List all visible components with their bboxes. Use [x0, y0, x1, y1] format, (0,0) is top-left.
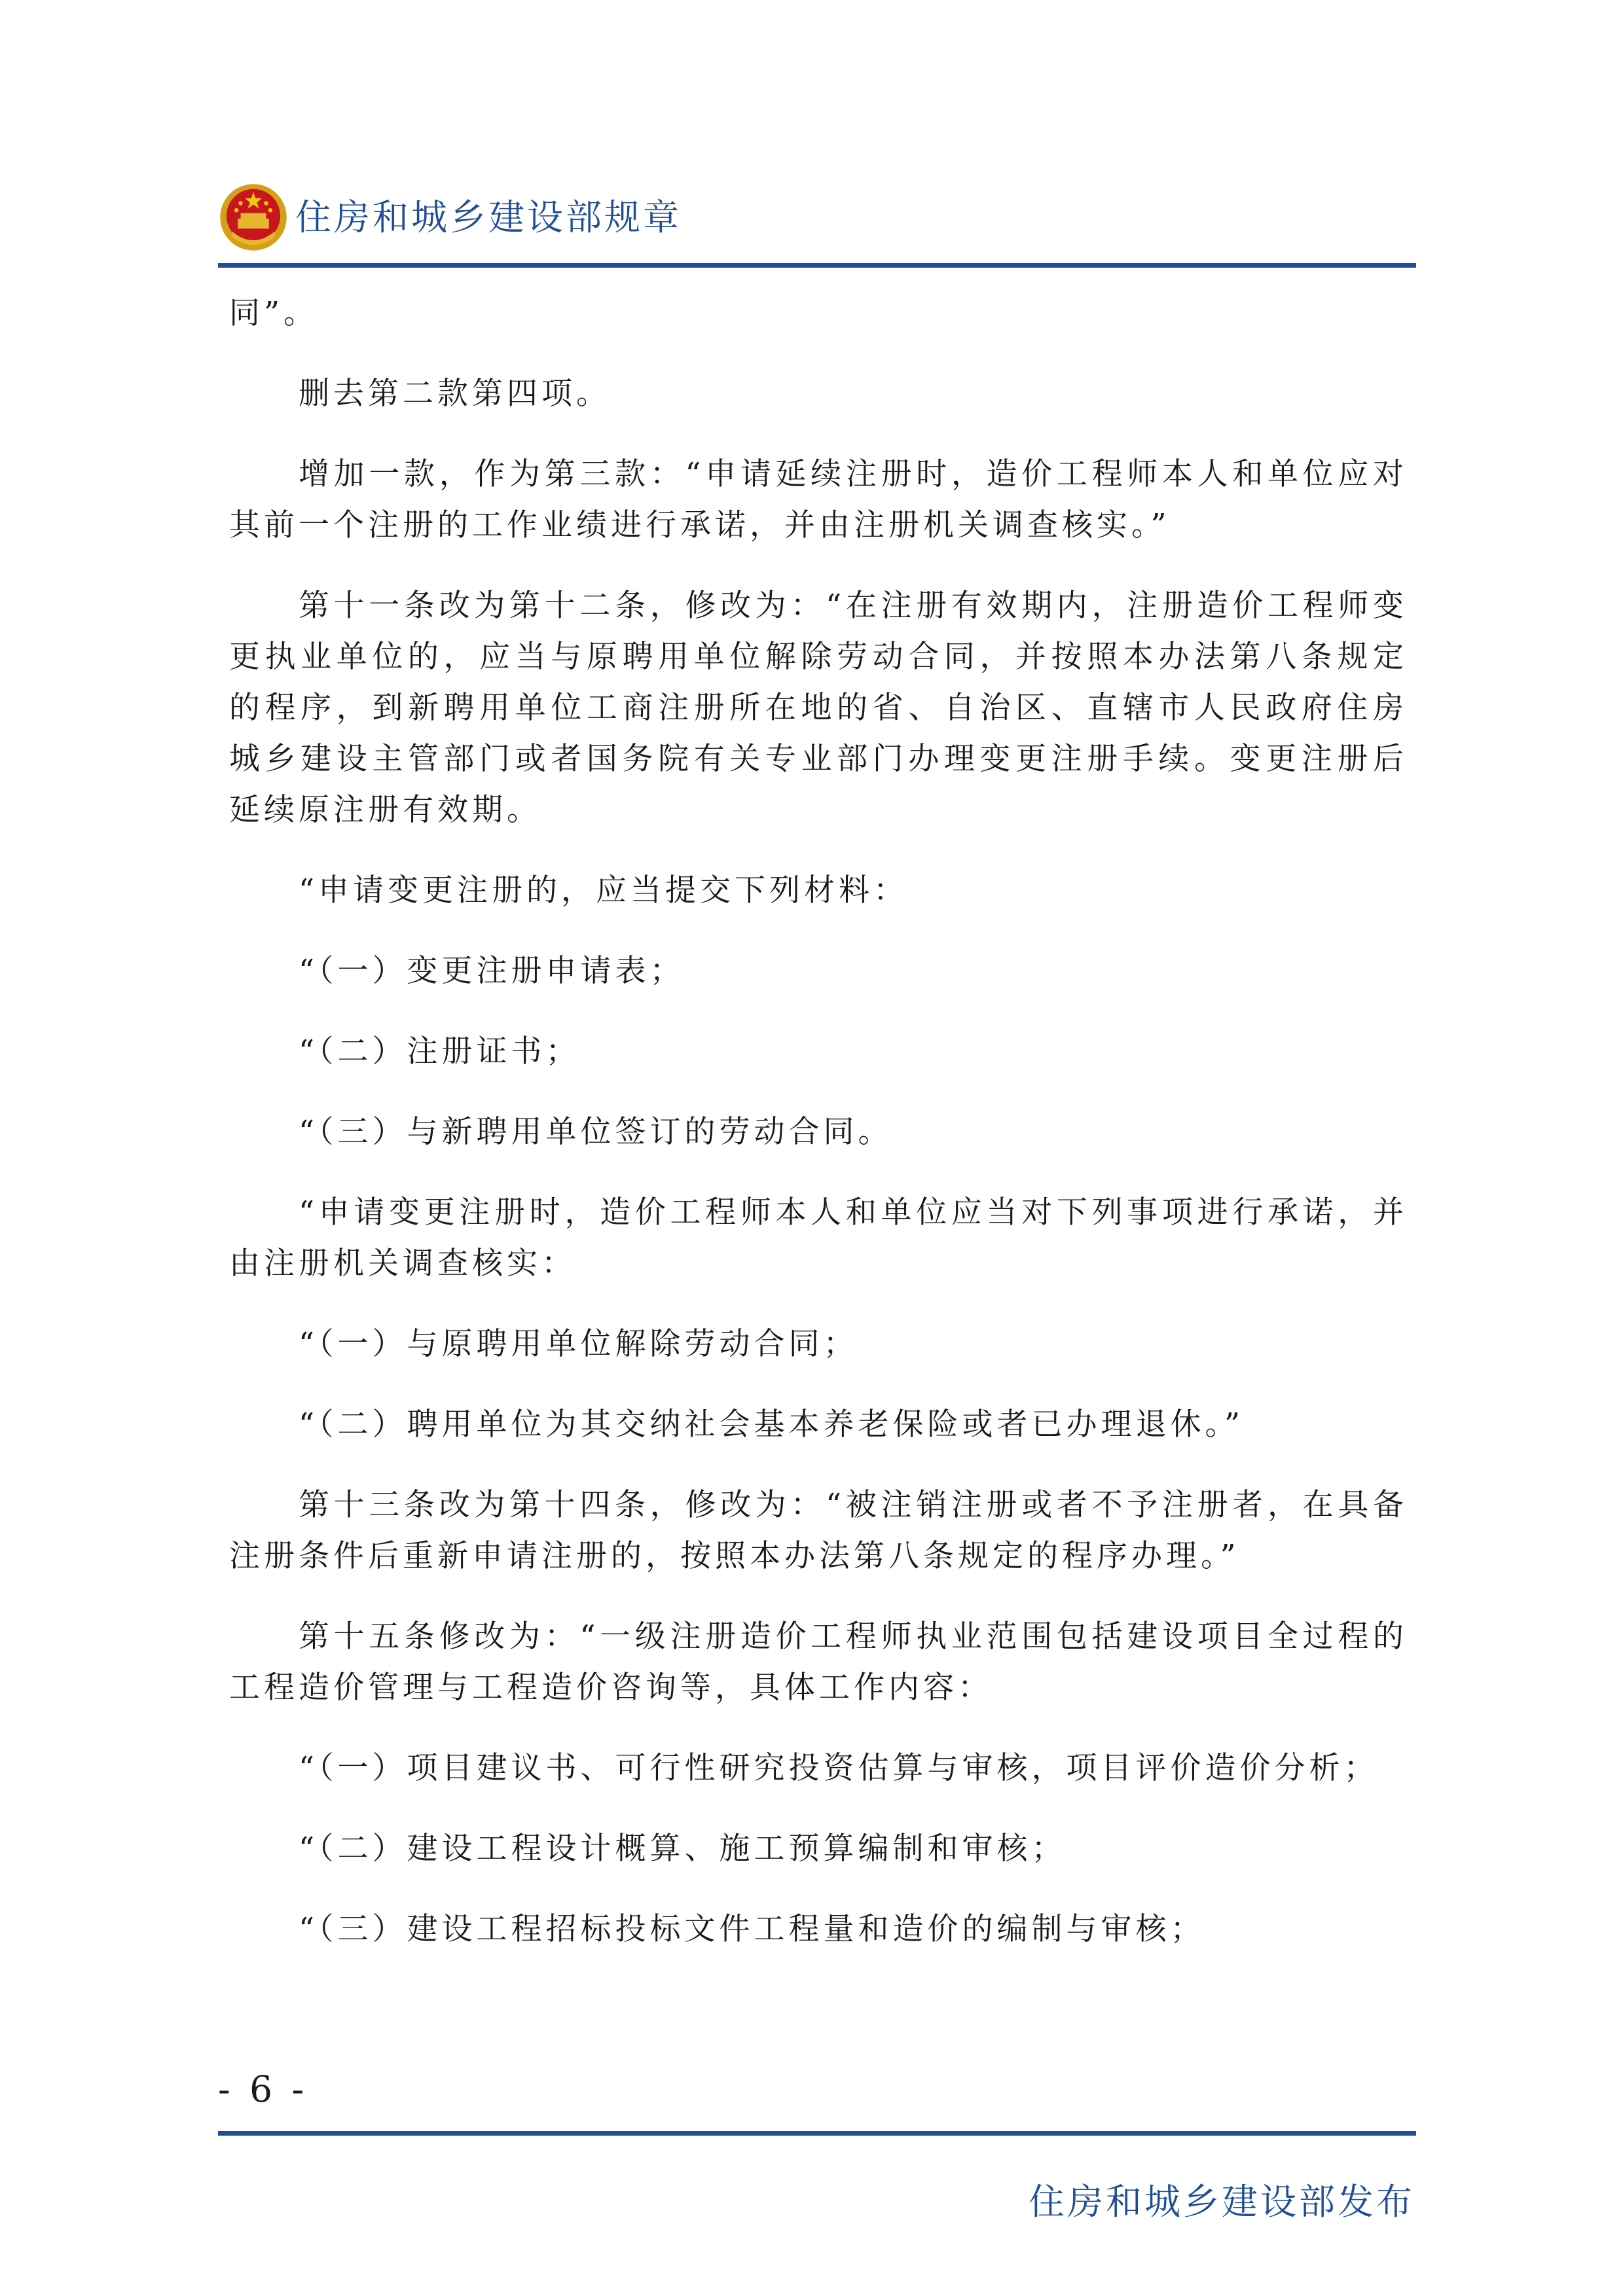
paragraph: “（一）变更注册申请表；	[299, 953, 685, 989]
page-number: - 6 -	[218, 2068, 308, 2110]
paragraph: “（二）聘用单位为其交纳社会基本养老保险或者已办理退休。”	[299, 1407, 1245, 1443]
paragraph: “（三）建设工程招标投标文件工程量和造价的编制与审核；	[299, 1911, 1205, 1947]
paragraph: 第十三条改为第十四条，修改为：“被注销注册或者不予注册者，在具备注册条件后重新申请注册的，按照本办法第八条规定的程序办理。”	[229, 1487, 1408, 1574]
paragraph: 第十一条改为第十二条，修改为：“在注册有效期内，注册造价工程师变更执业单位的，应当与原聘用单位解除劳动合同，并按照本办法第八条规定的程序，到新聘用单位工商注册所在地的省、自治区、直辖市人民政府住房城乡建设主管部门或者国务院有关专业部门办理变更注册手续。变更注册后延续原注册有效期。	[229, 588, 1408, 828]
paragraph: “（一）与原聘用单位解除劳动合同；	[299, 1326, 858, 1362]
national-emblem-icon	[218, 182, 289, 253]
paragraph: “（二）建设工程设计概算、施工预算编制和审核；	[299, 1831, 1067, 1867]
header-title: 住房和城乡建设部规章	[295, 196, 682, 238]
document-body	[229, 288, 1408, 1984]
paragraph: 增加一款，作为第三款：“申请延续注册时，造价工程师本人和单位应对其前一个注册的工作业绩进行承诺，并由注册机关调查核实。”	[229, 456, 1408, 543]
footer-divider	[218, 2131, 1416, 2136]
paragraph: “（三）与新聘用单位签订的劳动合同。	[299, 1114, 893, 1150]
paragraph: “申请变更注册时，造价工程师本人和单位应当对下列事项进行承诺，并由注册机关调查核实：	[229, 1194, 1408, 1282]
page-header	[218, 177, 1416, 255]
paragraph: “申请变更注册的，应当提交下列材料：	[299, 872, 909, 908]
paragraph: “（一）项目建议书、可行性研究投资估算与审核，项目评价造价分析；	[299, 1750, 1379, 1786]
paragraph: 同”。	[229, 295, 319, 331]
header-divider	[218, 263, 1416, 268]
paragraph: “（二）注册证书；	[299, 1033, 581, 1069]
footer-publisher: 住房和城乡建设部发布	[1028, 2181, 1415, 2223]
paragraph: 删去第二款第四项。	[299, 376, 611, 412]
paragraph: 第十五条修改为：“一级注册造价工程师执业范围包括建设项目全过程的工程造价管理与工程造价咨询等，具体工作内容：	[229, 1619, 1408, 1706]
